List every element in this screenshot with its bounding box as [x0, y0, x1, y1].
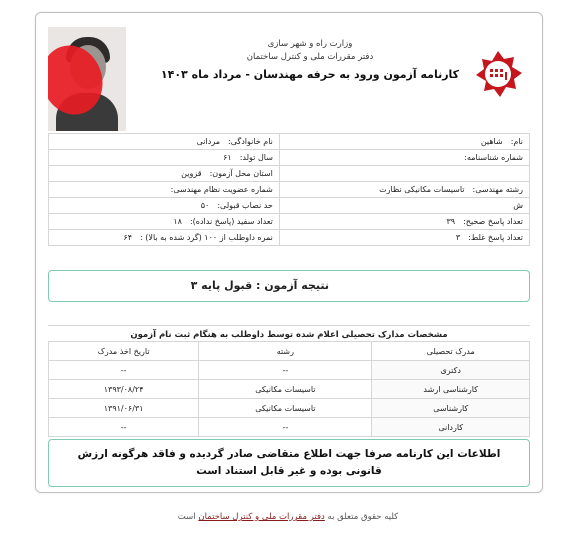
info-value: شاهین [480, 137, 503, 146]
info-label: تعداد سفید (پاسخ نداده): [189, 217, 273, 226]
info-label: تعداد پاسخ غلط: [468, 233, 523, 242]
info-label: سال تولد: [239, 153, 273, 162]
info-label: رشته مهندسی: [472, 185, 523, 194]
date-cell: -- [49, 418, 199, 437]
info-label: نام: [510, 137, 523, 146]
info-row [49, 198, 530, 214]
info-row [49, 150, 530, 166]
date-cell: ۱۳۹۳/۰۸/۲۴ [49, 380, 199, 399]
info-value: تاسیسات مکانیکی نظارت [379, 185, 465, 194]
disclaimer-text: اطلاعات این کارنامه صرفا جهت اطلاع متقاضی صادر گردیده و فاقد هرگونه ارزش قانونی بوده و غیر قابل استناد است [77, 448, 501, 477]
field-cell: تاسیسات مکانیکی [199, 380, 372, 399]
column-header-field: رشته [199, 342, 372, 361]
page-title: کارنامه آزمون ورود به حرفه مهندسان - مرداد ماه ۱۴۰۳ [160, 68, 460, 81]
info-cell [49, 150, 280, 166]
date-cell: ۱۳۹۱/۰۶/۳۱ [49, 399, 199, 418]
column-header-date: تاریخ اخذ مدرک [49, 342, 199, 361]
info-cell [279, 182, 529, 198]
header-titles [160, 39, 460, 81]
applicant-photo [48, 27, 126, 131]
info-row [49, 214, 530, 230]
info-cell [279, 230, 529, 246]
info-cell [49, 230, 280, 246]
info-label: نمره داوطلب از ۱۰۰ (گرد شده به بالا) : [140, 233, 273, 242]
info-label: ش [513, 201, 523, 210]
info-row [49, 182, 530, 198]
column-header-degree: مدرک تحصیلی [372, 342, 530, 361]
education-table [48, 341, 530, 437]
info-value: ۵۰ [200, 201, 210, 210]
disclaimer-box [48, 439, 530, 487]
info-cell [49, 134, 280, 150]
info-cell [279, 214, 529, 230]
info-label: تعداد پاسخ صحیح: [463, 217, 523, 226]
info-cell [279, 198, 529, 214]
exam-result-box [48, 270, 530, 302]
info-cell [49, 166, 280, 182]
info-value: ۳ [455, 233, 461, 242]
info-label: استان محل آزمون: [209, 169, 273, 178]
info-value: مردانی [196, 137, 221, 146]
info-cell [49, 182, 280, 198]
info-row [49, 166, 530, 182]
info-value: ۶۴ [123, 233, 133, 242]
field-cell: تاسیسات مکانیکی [199, 399, 372, 418]
date-cell: -- [49, 361, 199, 380]
field-cell: -- [199, 361, 372, 380]
table-row [49, 380, 530, 399]
info-row [49, 134, 530, 150]
info-cell [49, 198, 280, 214]
info-label: شماره شناسنامه: [464, 153, 523, 162]
info-cell [279, 150, 529, 166]
degree-cell: کارشناسی [372, 399, 530, 418]
ministry-name: وزارت راه و شهر سازی [267, 39, 353, 49]
report-header [48, 27, 530, 131]
footer-office-link[interactable]: دفتر مقررات ملی و کنترل ساختمان [198, 512, 325, 522]
table-row [49, 418, 530, 437]
info-label: حد نصاب قبولی: [217, 201, 273, 210]
info-label: نام خانوادگی: [228, 137, 273, 146]
footer-prefix: کلیه حقوق متعلق به [327, 512, 399, 522]
info-value: ۳۹ [446, 217, 456, 226]
table-row [49, 399, 530, 418]
info-row [49, 230, 530, 246]
footer [0, 512, 576, 522]
footer-suffix: است [177, 512, 196, 522]
info-label: شماره عضویت نظام مهندسی: [170, 185, 273, 194]
degree-cell: کاردانی [372, 418, 530, 437]
applicant-info-table [48, 133, 530, 246]
info-cell [279, 134, 529, 150]
degree-cell: دکتری [372, 361, 530, 380]
info-cell [279, 166, 529, 182]
info-value: قزوین [181, 169, 202, 178]
info-value: ۶۱ [223, 153, 232, 162]
education-title: مشخصات مدارک تحصیلی اعلام شده توسط داوطلب به هنگام ثبت نام آزمون [48, 325, 530, 340]
report-card [35, 12, 543, 493]
table-row [49, 361, 530, 380]
exam-result: نتیجه آزمون : قبول پایه ۳ [190, 279, 329, 292]
degree-cell: کارشناسی ارشد [372, 380, 530, 399]
info-value: ۱۸ [173, 217, 182, 226]
office-name: دفتر مقررات ملی و کنترل ساختمان [246, 52, 374, 62]
field-cell: -- [199, 418, 372, 437]
ministry-logo-icon [472, 49, 524, 101]
info-cell [49, 214, 280, 230]
